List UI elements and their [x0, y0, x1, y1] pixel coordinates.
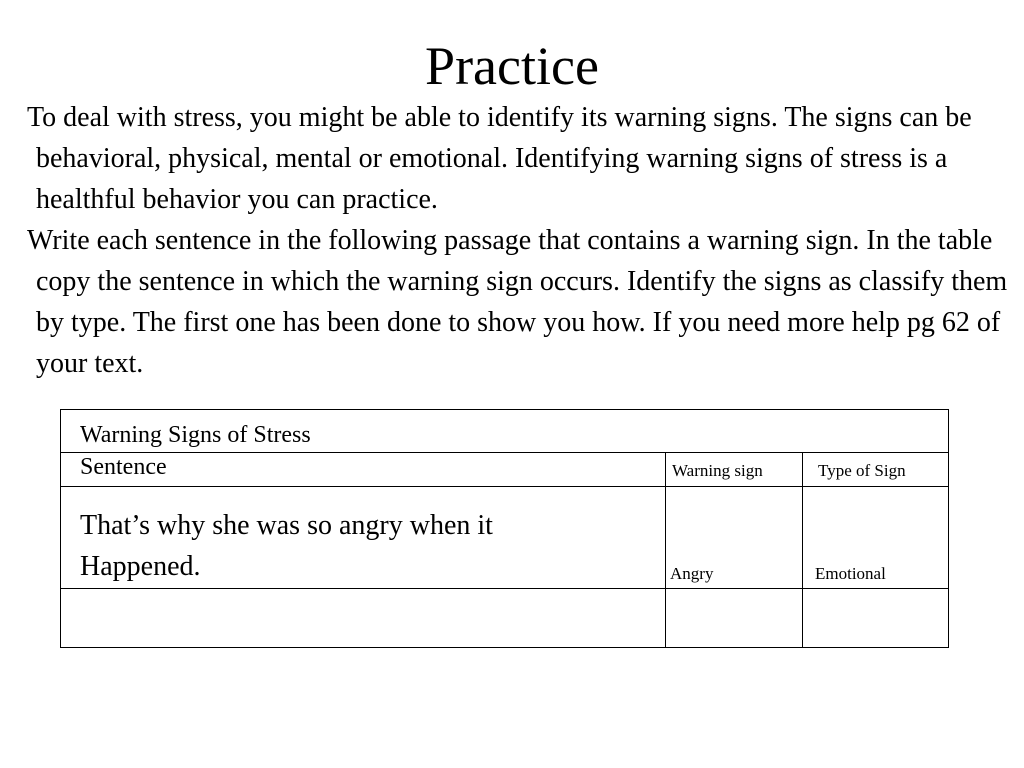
slide-title: Practice — [425, 36, 599, 96]
cell-warning-sign — [666, 487, 803, 589]
example-sentence — [61, 505, 665, 588]
header-cell-type-of-sign — [803, 453, 949, 487]
cell-type-of-sign — [803, 487, 949, 589]
example-type-of-sign: Emotional — [815, 564, 886, 583]
table-caption: Warning Signs of Stress — [80, 422, 311, 448]
example-sentence-line-2: Happened. — [80, 551, 201, 582]
cell-sentence-empty — [61, 589, 666, 648]
example-warning-sign: Angry — [670, 564, 714, 583]
table-row — [61, 487, 949, 589]
table-caption-cell — [61, 410, 949, 453]
header-cell-warning-sign — [666, 453, 803, 487]
cell-type-of-sign-empty — [803, 589, 949, 648]
table-caption-row — [61, 410, 949, 453]
example-sentence-line-1: That’s why she was so angry when it — [80, 510, 493, 541]
header-cell-sentence — [61, 453, 666, 487]
header-warning-sign: Warning sign — [672, 461, 763, 480]
table-row — [61, 589, 949, 648]
intro-paragraph: To deal with stress, you might be able to identify its warning signs. The signs can be behavioral, physical, mental or emotional. Identifying warning signs of stress is a healthful behavior you can practice. — [27, 102, 972, 215]
header-type-of-sign: Type of Sign — [818, 461, 906, 480]
header-sentence: Sentence — [80, 454, 167, 480]
table-header-row — [61, 453, 949, 487]
warning-signs-table — [60, 409, 949, 648]
cell-sentence — [61, 487, 666, 589]
instructions-paragraph: Write each sentence in the following passage that contains a warning sign. In the table copy the sentence in which the warning sign occurs. Identify the signs as classify them by type. The first one has been done to show you how. If you need more help pg 62 of your text. — [27, 225, 1008, 379]
cell-warning-sign-empty — [666, 589, 803, 648]
